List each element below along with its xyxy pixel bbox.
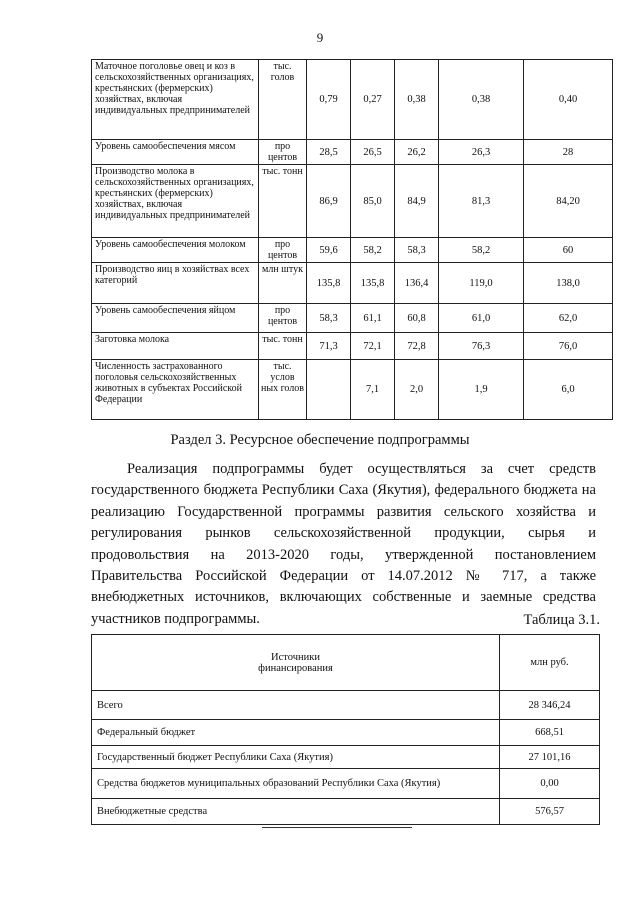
indicator-value: 26,2 — [395, 140, 439, 165]
section-title: Раздел 3. Ресурсное обеспечение подпрограммы — [170, 432, 470, 448]
indicator-name: Заготовка молока — [92, 333, 259, 360]
table-row — [92, 799, 600, 825]
table-row — [92, 60, 613, 140]
indicator-unit: тыс. тонн — [259, 333, 307, 360]
indicator-value: 61,1 — [351, 304, 395, 333]
table-row — [92, 360, 613, 420]
indicator-value: 60,8 — [395, 304, 439, 333]
indicator-name: Производство молока в сельскохозяйственных организациях, крестьянских (фермерских) хозяйствах, включая индивидуальных предпринимателей — [92, 165, 259, 238]
indicator-value: 58,2 — [439, 238, 524, 263]
indicator-unit: про центов — [259, 304, 307, 333]
indicator-name: Производство яиц в хозяйствах всех категорий — [92, 263, 259, 304]
indicator-name: Уровень самообеспечения молоком — [92, 238, 259, 263]
indicator-value: 28 — [524, 140, 613, 165]
indicator-name: Уровень самообеспечения мясом — [92, 140, 259, 165]
column-header-source-text: Источники финансирования — [258, 651, 333, 674]
indicator-value: 0,27 — [351, 60, 395, 140]
indicator-value: 0,38 — [439, 60, 524, 140]
footer-divider — [262, 827, 412, 828]
indicator-value: 85,0 — [351, 165, 395, 238]
indicator-value: 71,3 — [307, 333, 351, 360]
indicator-value: 72,1 — [351, 333, 395, 360]
page-number: 9 — [316, 30, 324, 45]
indicator-value: 60 — [524, 238, 613, 263]
indicator-name: Численность застрахованного поголовья сельскохозяйственных животных в субъектах Российской Федерации — [92, 360, 259, 420]
funding-amount: 27 101,16 — [500, 746, 600, 769]
indicator-value: 26,3 — [439, 140, 524, 165]
funding-source: Федеральный бюджет — [92, 720, 500, 746]
indicator-value: 86,9 — [307, 165, 351, 238]
indicator-unit: тыс. тонн — [259, 165, 307, 238]
table-row — [92, 238, 613, 263]
table-caption: Таблица 3.1. — [523, 612, 600, 628]
indicator-unit: про центов — [259, 238, 307, 263]
indicator-value: 58,3 — [395, 238, 439, 263]
funding-amount: 0,00 — [500, 769, 600, 799]
indicators-table — [91, 59, 613, 420]
funding-amount: 28 346,24 — [500, 691, 600, 720]
indicator-value: 0,40 — [524, 60, 613, 140]
indicator-value: 76,0 — [524, 333, 613, 360]
table-row — [92, 333, 613, 360]
indicator-value: 119,0 — [439, 263, 524, 304]
funding-source: Государственный бюджет Республики Саха (Якутия) — [92, 746, 500, 769]
indicator-value: 1,9 — [439, 360, 524, 420]
indicator-value: 6,0 — [524, 360, 613, 420]
indicator-unit: про центов — [259, 140, 307, 165]
indicator-value: 58,3 — [307, 304, 351, 333]
funding-source: Внебюджетные средства — [92, 799, 500, 825]
indicator-value: 84,20 — [524, 165, 613, 238]
indicator-value: 135,8 — [307, 263, 351, 304]
table-row — [92, 769, 600, 799]
indicator-value: 62,0 — [524, 304, 613, 333]
column-header-amount: млн руб. — [500, 635, 600, 691]
indicator-value: 0,38 — [395, 60, 439, 140]
indicator-value: 7,1 — [351, 360, 395, 420]
body-paragraph: Реализация подпрограммы будет осуществляться за счет средств государственного бюджета Республики Саха (Якутия), федерального бюджета на реализацию Государственной программы развития сельского хозяйства и регулирования рынков сельскохозяйственной продукции, сырья и продовольствия на 2013-2020 годы, утвержденной постановлением Правительства Российской Федерации от 14.07.2012 № 717, а также внебюджетных источников, включающих собственные и заемные средства участников подпрограммы. — [91, 461, 596, 627]
table-row — [92, 304, 613, 333]
funding-table — [91, 634, 600, 825]
indicator-value: 72,8 — [395, 333, 439, 360]
indicator-value: 28,5 — [307, 140, 351, 165]
funding-source: Средства бюджетов муниципальных образований Республики Саха (Якутия) — [92, 769, 500, 799]
indicator-unit: тыс. услов ных голов — [259, 360, 307, 420]
table-row — [92, 165, 613, 238]
table-row — [92, 746, 600, 769]
indicator-value: 58,2 — [351, 238, 395, 263]
indicator-value: 136,4 — [395, 263, 439, 304]
table-row — [92, 263, 613, 304]
indicator-unit: млн штук — [259, 263, 307, 304]
indicator-value: 0,79 — [307, 60, 351, 140]
table-header-row — [92, 635, 600, 691]
indicator-value: 26,5 — [351, 140, 395, 165]
table-row — [92, 720, 600, 746]
indicator-value: 81,3 — [439, 165, 524, 238]
table-row — [92, 140, 613, 165]
table-row — [92, 691, 600, 720]
funding-source: Всего — [92, 691, 500, 720]
indicator-value: 59,6 — [307, 238, 351, 263]
indicator-value: 2,0 — [395, 360, 439, 420]
indicator-value — [307, 360, 351, 420]
indicator-value: 76,3 — [439, 333, 524, 360]
indicator-name: Маточное поголовье овец и коз в сельскохозяйственных организациях, крестьянских (фермерских) хозяйствах, включая индивидуальных предпринимателей — [92, 60, 259, 140]
indicator-unit: тыс. голов — [259, 60, 307, 140]
indicator-value: 61,0 — [439, 304, 524, 333]
indicator-value: 84,9 — [395, 165, 439, 238]
indicator-value: 135,8 — [351, 263, 395, 304]
indicator-name: Уровень самообеспечения яйцом — [92, 304, 259, 333]
column-header-source — [92, 635, 500, 691]
indicator-value: 138,0 — [524, 263, 613, 304]
funding-amount: 668,51 — [500, 720, 600, 746]
funding-amount: 576,57 — [500, 799, 600, 825]
